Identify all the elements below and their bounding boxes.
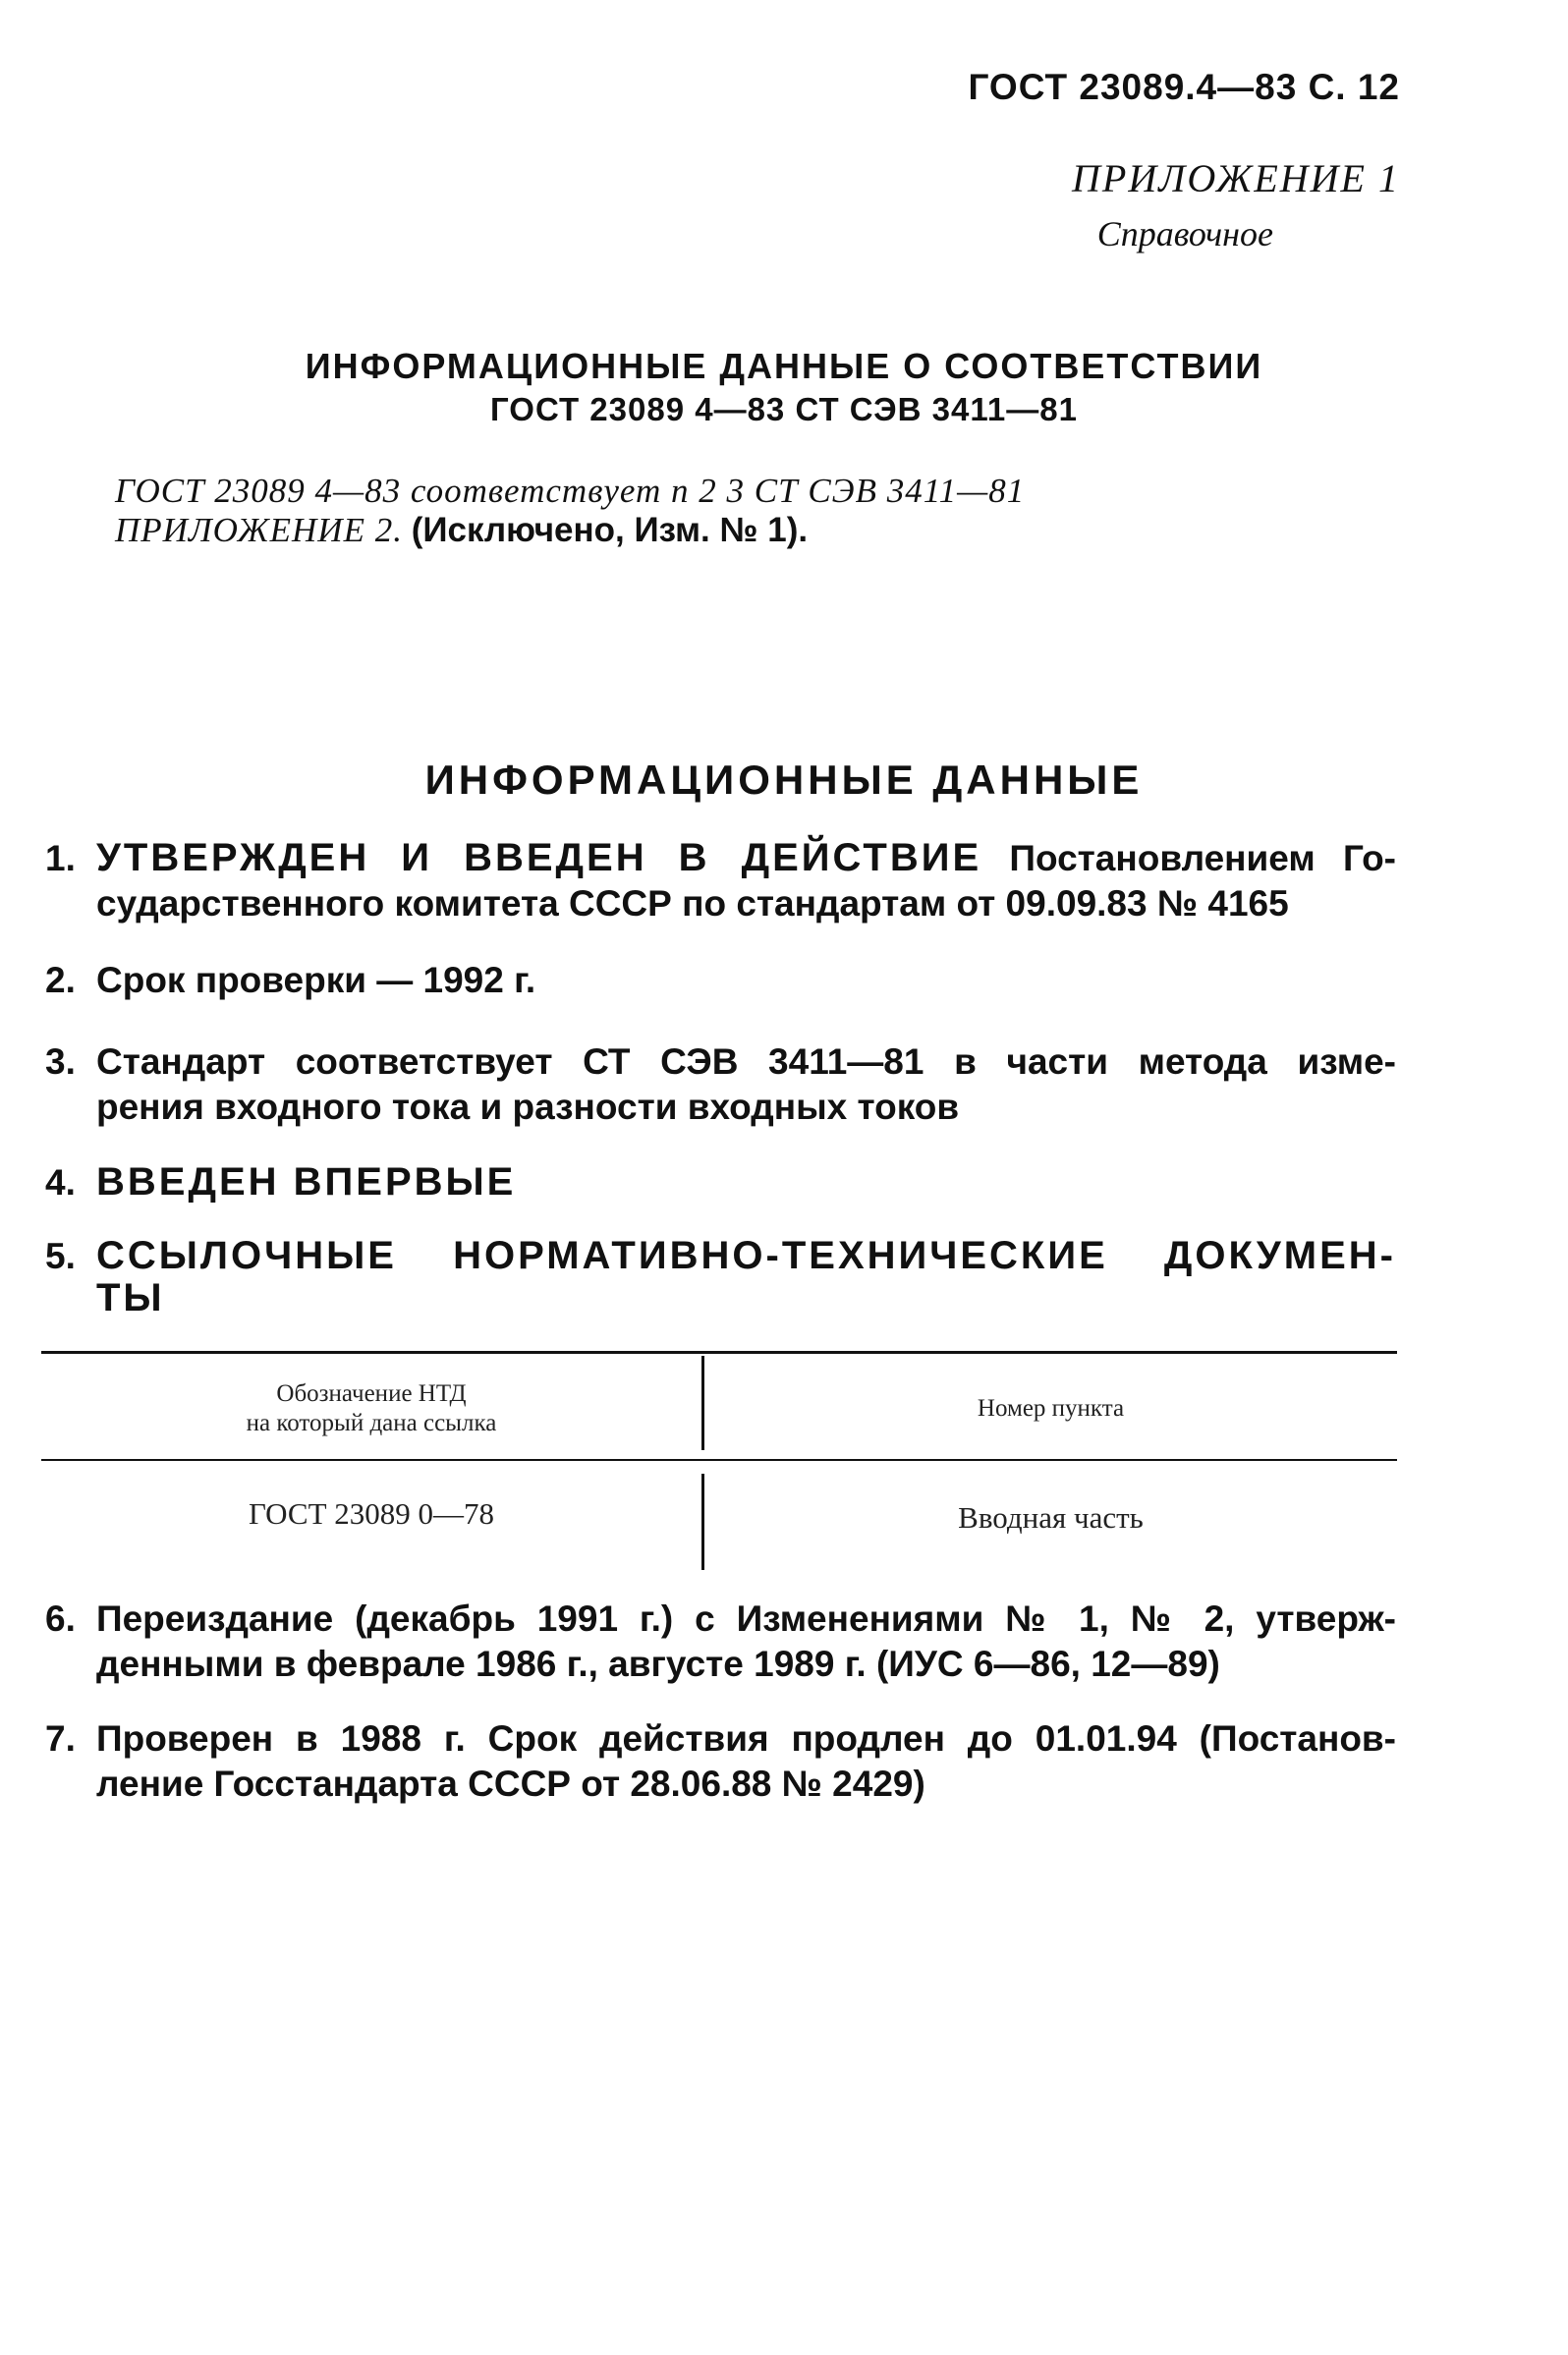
item-number: 3. bbox=[45, 1041, 76, 1082]
info-item-3-line2: рения входного тока и разности входных токов bbox=[96, 1087, 960, 1127]
info-item-3-line1 bbox=[45, 1039, 1396, 1085]
item-number: 6. bbox=[45, 1598, 76, 1639]
item-caps: УТВЕРЖДЕН И ВВЕДЕН В ДЕЙСТВИЕ bbox=[96, 836, 982, 879]
info-item-7 bbox=[45, 1716, 1396, 1807]
info-item-2 bbox=[45, 958, 1396, 1003]
item-number: 2. bbox=[45, 960, 76, 1000]
item-text: Стандарт соответствует СТ СЭВ 3411—81 в части метода изме- bbox=[96, 1041, 1396, 1082]
item-text: Постановлением Го- bbox=[981, 838, 1396, 878]
item-number: 7. bbox=[45, 1718, 76, 1759]
info-item-6-line1 bbox=[45, 1597, 1396, 1642]
info-heading: ИНФОРМАЦИОННЫЕ ДАННЫЕ bbox=[424, 757, 1144, 803]
table-cell-doc: ГОСТ 23089 0—78 bbox=[248, 1496, 495, 1531]
item-text: Переиздание (декабрь 1991 г.) с Изменениями № 1, № 2, утверж- bbox=[96, 1598, 1396, 1639]
info-item-1 bbox=[45, 835, 1396, 926]
compliance-heading-line2: ГОСТ 23089 4—83 СТ СЭВ 3411—81 bbox=[490, 391, 1078, 427]
info-item-6-line2: денными в феврале 1986 г., августе 1989 г. (ИУС 6—86, 12—89) bbox=[96, 1644, 1220, 1684]
compliance-text: ГОСТ 23089 4—83 соответствует п 2 3 СТ СЭВ 3411—81 bbox=[115, 472, 1026, 510]
header-designation-line1: Обозначение НТД bbox=[276, 1380, 467, 1407]
item-number: 1. bbox=[45, 838, 76, 878]
page-header: ГОСТ 23089.4—83 С. 12 bbox=[968, 67, 1400, 107]
info-item-5-line1 bbox=[45, 1235, 1396, 1277]
appendix-1-title: ПРИЛОЖЕНИЕ 1 bbox=[1072, 156, 1400, 200]
table-top-rule bbox=[41, 1351, 1397, 1354]
info-item-3 bbox=[45, 1039, 1396, 1130]
reference-table bbox=[41, 1351, 1397, 1577]
info-item-5-line2: ТЫ bbox=[96, 1276, 165, 1319]
info-item-1-line2: сударственного комитета СССР по стандартам от 09.09.83 № 4165 bbox=[96, 883, 1289, 924]
table-header-designation bbox=[41, 1379, 701, 1438]
compliance-heading-line1: ИНФОРМАЦИОННЫЕ ДАННЫЕ О СООТВЕТСТВИИ bbox=[305, 346, 1263, 386]
item-caps: ССЫЛОЧНЫЕ НОРМАТИВНО-ТЕХНИЧЕСКИЕ ДОКУМЕН- bbox=[96, 1234, 1396, 1277]
table-cell-clause: Вводная часть bbox=[958, 1500, 1144, 1535]
table-header-rule bbox=[41, 1459, 1397, 1461]
info-item-4 bbox=[45, 1159, 1396, 1206]
item-caps: ВВЕДЕН ВПЕРВЫЕ bbox=[96, 1160, 517, 1204]
header-designation-line2: на который дана ссылка bbox=[246, 1410, 497, 1436]
appendix-2-status: (Исключено, Изм. № 1). bbox=[411, 511, 809, 549]
appendix-1-subtitle: Справочное bbox=[1096, 214, 1273, 253]
info-item-7-line2: ление Госстандарта СССР от 28.06.88 № 2429) bbox=[96, 1764, 925, 1804]
info-item-5 bbox=[45, 1235, 1396, 1318]
info-item-1-line1 bbox=[45, 835, 1396, 881]
item-text: Проверен в 1988 г. Срок действия продлен до 01.01.94 (Постанов- bbox=[96, 1718, 1396, 1759]
appendix-2-label: ПРИЛОЖЕНИЕ 2. bbox=[115, 511, 403, 549]
table-header-clause: Номер пункта bbox=[977, 1395, 1125, 1422]
info-item-6 bbox=[45, 1597, 1396, 1687]
item-number: 5. bbox=[45, 1236, 76, 1276]
item-text: Срок проверки — 1992 г. bbox=[96, 960, 536, 1000]
info-item-7-line1 bbox=[45, 1716, 1396, 1762]
item-number: 4. bbox=[45, 1162, 76, 1203]
appendix-2-note bbox=[115, 511, 808, 550]
